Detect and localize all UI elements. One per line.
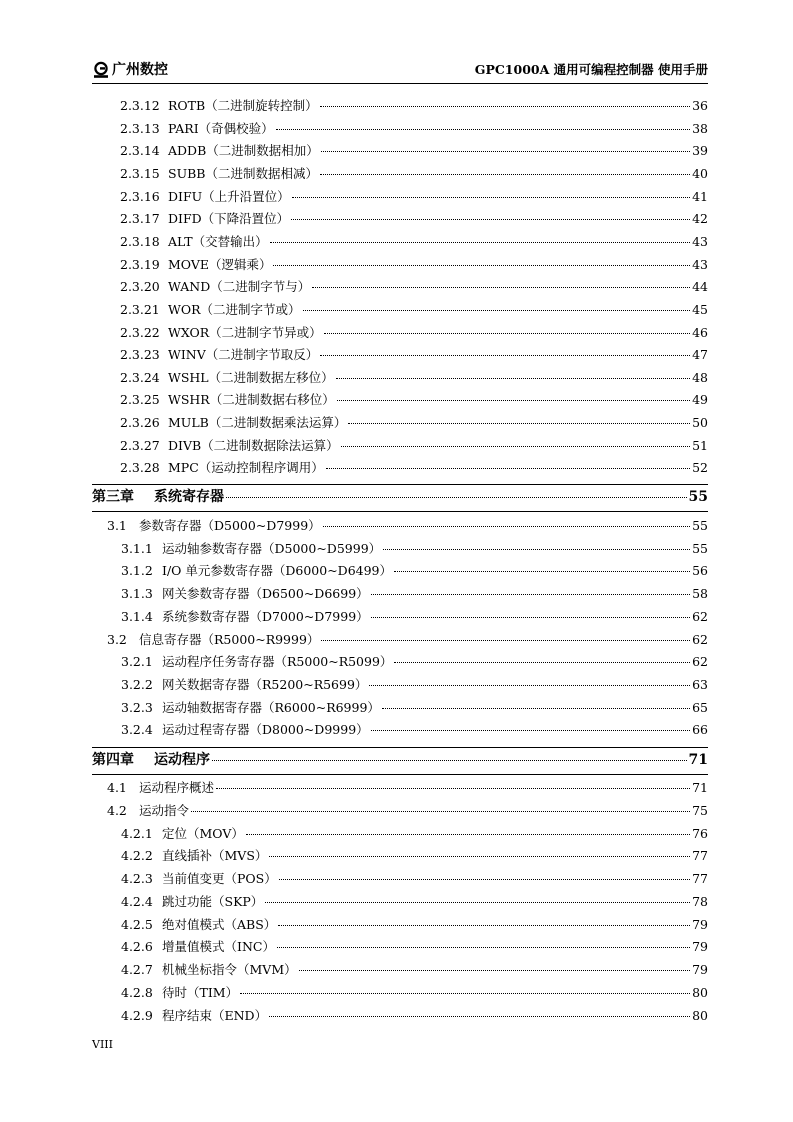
toc-entry-number: 2.3.24 bbox=[120, 369, 160, 385]
toc-entry-number: 2.3.23 bbox=[120, 347, 160, 363]
toc-entry-number: 3.2.2 bbox=[121, 676, 153, 692]
chapter-separator-rule bbox=[92, 484, 708, 485]
toc-dot-leader bbox=[371, 593, 690, 595]
toc-entry-number: 2.3.27 bbox=[120, 437, 160, 453]
toc-dot-leader bbox=[216, 787, 690, 789]
toc-entry-number: 2.3.12 bbox=[120, 98, 160, 113]
document-title: GPC1000A 通用可编程控制器 使用手册 bbox=[474, 62, 708, 77]
toc-entry-title: 系统参数寄存器（D7000~D7999） bbox=[162, 608, 369, 624]
toc-entry[interactable] bbox=[92, 609, 708, 625]
toc-entry-title: MOVE（逻辑乘） bbox=[168, 256, 272, 272]
toc-dot-leader bbox=[371, 616, 690, 618]
toc-entry-page: 40 bbox=[692, 165, 708, 181]
toc-entry[interactable] bbox=[92, 563, 708, 579]
gsk-logo-icon bbox=[92, 61, 110, 79]
page-number: VIII bbox=[92, 1038, 113, 1051]
toc-entry-number: 2.3.22 bbox=[120, 324, 160, 340]
toc-entry-number: 4.2.4 bbox=[121, 893, 153, 909]
toc-dot-leader bbox=[321, 639, 690, 641]
toc-entry-title: WSHL（二进制数据左移位） bbox=[168, 369, 334, 385]
header-rule bbox=[92, 83, 708, 84]
toc-dot-leader bbox=[336, 377, 690, 379]
toc-dot-leader bbox=[321, 150, 690, 152]
toc-entry-page: 76 bbox=[692, 825, 708, 841]
toc-entry[interactable] bbox=[92, 347, 708, 363]
toc-dot-leader bbox=[273, 264, 690, 266]
toc-entry-page: 36 bbox=[692, 98, 708, 113]
toc-entry-page: 50 bbox=[692, 415, 708, 431]
toc-entry-page: 56 bbox=[692, 563, 708, 579]
toc-entry-title: 定位（MOV） bbox=[162, 825, 244, 841]
toc-entry-number: 2.3.16 bbox=[120, 188, 160, 204]
toc-entry-page: 49 bbox=[692, 392, 708, 408]
toc-entry-title: 增量值模式（INC） bbox=[162, 939, 275, 955]
toc-dot-leader bbox=[320, 105, 690, 107]
toc-dot-leader bbox=[394, 570, 690, 572]
toc-entry[interactable] bbox=[92, 166, 708, 182]
toc-entry-page: 39 bbox=[692, 143, 708, 159]
toc-dot-leader bbox=[269, 1015, 690, 1017]
toc-entry-page: 48 bbox=[692, 369, 708, 385]
toc-entry-page: 43 bbox=[692, 233, 708, 249]
toc-entry-page: 79 bbox=[692, 916, 708, 932]
toc-entry-page: 44 bbox=[692, 279, 708, 295]
toc-entry[interactable] bbox=[92, 962, 708, 978]
toc-dot-leader bbox=[299, 969, 690, 971]
toc-entry[interactable] bbox=[92, 917, 708, 933]
toc-dot-leader bbox=[265, 901, 690, 903]
toc-entry-title: I/O 单元参数寄存器（D6000~D6499） bbox=[162, 563, 393, 579]
toc-entry-page: 55 bbox=[692, 518, 708, 533]
toc-entry-title: 跳过功能（SKP） bbox=[162, 893, 264, 909]
toc-entry-page: 47 bbox=[692, 347, 708, 363]
toc-entry-page: 46 bbox=[692, 324, 708, 340]
toc-entry-page: 65 bbox=[692, 699, 708, 715]
toc-entry[interactable] bbox=[92, 438, 708, 454]
toc-entry[interactable] bbox=[92, 871, 708, 887]
toc-entry-number: 4.2.5 bbox=[121, 916, 153, 932]
toc-dot-leader bbox=[394, 661, 690, 663]
company-logo bbox=[92, 60, 168, 80]
toc-entry-number: 4.2 bbox=[107, 802, 127, 818]
toc-entry-page: 62 bbox=[692, 608, 708, 624]
toc-entry[interactable] bbox=[92, 257, 708, 273]
toc-dot-leader bbox=[303, 309, 691, 311]
toc-entry-title: 运动轴数据寄存器（R6000~R6999） bbox=[162, 699, 380, 715]
toc-entry[interactable] bbox=[92, 325, 708, 341]
toc-entry-page: 63 bbox=[692, 676, 708, 692]
toc-entry-title: WAND（二进制字节与） bbox=[168, 279, 311, 295]
toc-entry-title: 网关参数寄存器（D6500~D6699） bbox=[162, 586, 369, 602]
toc-entry[interactable] bbox=[92, 279, 708, 295]
toc-chapter-entry[interactable] bbox=[92, 751, 708, 769]
toc-dot-leader bbox=[276, 128, 690, 130]
toc-dot-leader bbox=[278, 924, 690, 926]
toc-dot-leader bbox=[320, 173, 690, 175]
toc-entry-title: 运动程序概述 bbox=[139, 780, 215, 795]
toc-entry-number: 2.3.13 bbox=[120, 120, 160, 136]
toc-entry-title: PARI（奇偶校验） bbox=[168, 120, 274, 136]
toc-entry-title: ALT（交替输出） bbox=[168, 233, 268, 249]
toc-entry-number: 第三章 bbox=[92, 489, 134, 505]
page-header bbox=[92, 58, 708, 82]
toc-dot-leader bbox=[337, 399, 690, 401]
toc-entry[interactable] bbox=[92, 370, 708, 386]
toc-entry-number: 4.2.6 bbox=[121, 939, 153, 955]
toc-entry-number: 2.3.17 bbox=[120, 211, 160, 227]
toc-dot-leader bbox=[292, 196, 690, 198]
toc-dot-leader bbox=[341, 445, 690, 447]
toc-entry-number: 2.3.25 bbox=[120, 392, 160, 408]
toc-entry-title: MULB（二进制数据乘法运算） bbox=[168, 415, 347, 431]
toc-entry[interactable] bbox=[92, 722, 708, 738]
toc-dot-leader bbox=[291, 218, 690, 220]
toc-entry-page: 52 bbox=[692, 460, 708, 476]
toc-entry-title: 直线插补（MVS） bbox=[162, 848, 268, 864]
toc-entry[interactable] bbox=[92, 189, 708, 205]
toc-entry-title: 当前值变更（POS） bbox=[162, 871, 277, 886]
toc-entry-title: DIFD（下降沿置位） bbox=[168, 211, 290, 227]
toc-entry-page: 80 bbox=[692, 984, 708, 1000]
toc-entry-number: 3.1 bbox=[107, 518, 127, 533]
toc-entry[interactable] bbox=[92, 234, 708, 250]
toc-entry-number: 3.2.4 bbox=[121, 722, 153, 738]
toc-entry-title: 机械坐标指令（MVM） bbox=[162, 962, 297, 977]
toc-entry[interactable] bbox=[92, 848, 708, 864]
toc-dot-leader bbox=[320, 354, 690, 356]
toc-dot-leader bbox=[226, 496, 687, 498]
toc-dot-leader bbox=[191, 810, 690, 812]
toc-entry[interactable] bbox=[92, 826, 708, 842]
toc-entry-page: 43 bbox=[692, 256, 708, 272]
toc-entry[interactable] bbox=[92, 939, 708, 955]
toc-entry-number: 2.3.18 bbox=[120, 233, 160, 249]
toc-entry[interactable] bbox=[92, 211, 708, 227]
toc-entry-title: 运动程序任务寄存器（R5000~R5099） bbox=[162, 654, 393, 670]
toc-dot-leader bbox=[240, 992, 690, 994]
toc-entry-title: ADDB（二进制数据相加） bbox=[168, 143, 319, 159]
toc-entry[interactable] bbox=[92, 121, 708, 137]
toc-entry-title: 运动过程寄存器（D8000~D9999） bbox=[162, 722, 369, 738]
toc-entry-page: 79 bbox=[692, 962, 708, 977]
toc-entry-number: 3.2.3 bbox=[121, 699, 153, 715]
toc-entry-title: 系统寄存器 bbox=[154, 489, 224, 505]
toc-entry-number: 2.3.14 bbox=[120, 143, 160, 159]
toc-entry-number: 4.2.2 bbox=[121, 848, 153, 864]
toc-entry-title: 信息寄存器（R5000~R9999） bbox=[139, 631, 320, 647]
toc-dot-leader bbox=[348, 422, 690, 424]
toc-entry-number: 4.2.9 bbox=[121, 1007, 153, 1023]
toc-entry-number: 2.3.21 bbox=[120, 301, 160, 317]
toc-entry-page: 51 bbox=[692, 437, 708, 453]
toc-entry-page: 55 bbox=[688, 489, 708, 505]
toc-entry[interactable] bbox=[92, 98, 708, 114]
toc-entry-title: DIVB（二进制数据除法运算） bbox=[168, 437, 339, 453]
toc-entry-number: 2.3.15 bbox=[120, 165, 160, 181]
toc-entry-title: 待时（TIM） bbox=[162, 984, 239, 1000]
toc-entry-title: 运动指令 bbox=[139, 802, 190, 818]
toc-entry[interactable] bbox=[92, 677, 708, 693]
toc-entry-title: MPC（运动控制程序调用） bbox=[168, 460, 324, 476]
toc-entry-page: 71 bbox=[692, 780, 708, 795]
toc-entry[interactable] bbox=[92, 143, 708, 159]
toc-entry-page: 78 bbox=[692, 893, 708, 909]
toc-dot-leader bbox=[383, 548, 690, 550]
toc-entry[interactable] bbox=[92, 1008, 708, 1024]
toc-entry-page: 41 bbox=[692, 188, 708, 204]
toc-entry-page: 66 bbox=[692, 722, 708, 738]
toc-dot-leader bbox=[277, 946, 690, 948]
toc-dot-leader bbox=[369, 684, 690, 686]
toc-entry[interactable] bbox=[92, 780, 708, 796]
toc-entry-number: 2.3.20 bbox=[120, 279, 160, 295]
chapter-separator-rule bbox=[92, 511, 708, 512]
toc-entry[interactable] bbox=[92, 541, 708, 557]
toc-entry[interactable] bbox=[92, 700, 708, 716]
toc-entry[interactable] bbox=[92, 654, 708, 670]
toc-entry-page: 77 bbox=[692, 871, 708, 886]
toc-entry-number: 3.1.4 bbox=[121, 608, 153, 624]
chapter-separator-rule bbox=[92, 747, 708, 748]
toc-dot-leader bbox=[269, 855, 690, 857]
toc-dot-leader bbox=[312, 286, 690, 288]
chapter-separator-rule bbox=[92, 774, 708, 775]
toc-entry-page: 80 bbox=[692, 1007, 708, 1023]
toc-chapter-entry[interactable] bbox=[92, 488, 708, 506]
toc-entry[interactable] bbox=[92, 586, 708, 602]
toc-entry[interactable] bbox=[92, 302, 708, 318]
toc-entry-page: 75 bbox=[692, 802, 708, 818]
toc-entry-page: 55 bbox=[692, 540, 708, 556]
toc-entry-number: 4.2.3 bbox=[121, 871, 153, 886]
toc-entry[interactable] bbox=[92, 415, 708, 431]
toc-dot-leader bbox=[371, 729, 690, 731]
toc-entry-number: 4.2.1 bbox=[121, 825, 153, 841]
toc-entry-number: 3.1.1 bbox=[121, 540, 153, 556]
toc-entry-title: WSHR（二进制数据右移位） bbox=[168, 392, 335, 408]
toc-entry[interactable] bbox=[92, 632, 708, 648]
toc-entry-title: 绝对值模式（ABS） bbox=[162, 916, 277, 932]
toc-entry-page: 42 bbox=[692, 211, 708, 227]
toc-entry-title: 程序结束（END） bbox=[162, 1007, 268, 1023]
toc-entry-page: 71 bbox=[688, 752, 708, 768]
toc-entry-page: 62 bbox=[692, 654, 708, 670]
toc-entry[interactable] bbox=[92, 460, 708, 476]
toc-entry-page: 58 bbox=[692, 586, 708, 602]
toc-entry[interactable] bbox=[92, 518, 708, 534]
toc-entry-title: SUBB（二进制数据相减） bbox=[168, 165, 318, 181]
toc-entry-number: 4.1 bbox=[107, 780, 127, 795]
logo-text: 广州数控 bbox=[112, 62, 168, 78]
toc-entry[interactable] bbox=[92, 392, 708, 408]
toc-entry-page: 62 bbox=[692, 631, 708, 647]
toc-entry-number: 第四章 bbox=[92, 752, 134, 768]
toc-entry-number: 3.2 bbox=[107, 631, 127, 647]
toc-entry[interactable] bbox=[92, 803, 708, 819]
toc-dot-leader bbox=[212, 759, 687, 761]
toc-entry-number: 4.2.7 bbox=[121, 962, 153, 977]
toc-entry-number: 2.3.28 bbox=[120, 460, 160, 476]
toc-dot-leader bbox=[382, 707, 690, 709]
toc-entry-number: 2.3.19 bbox=[120, 256, 160, 272]
toc-dot-leader bbox=[323, 525, 690, 527]
toc-entry-page: 77 bbox=[692, 848, 708, 864]
toc-entry-number: 3.1.3 bbox=[121, 586, 153, 602]
toc-dot-leader bbox=[279, 878, 690, 880]
toc-dot-leader bbox=[324, 332, 690, 334]
toc-entry-page: 45 bbox=[692, 301, 708, 317]
toc-dot-leader bbox=[246, 833, 690, 835]
toc-entry-title: DIFU（上升沿置位） bbox=[168, 188, 290, 204]
toc-entry-page: 79 bbox=[692, 939, 708, 955]
toc-entry-number: 2.3.26 bbox=[120, 415, 160, 431]
toc-entry-title: 参数寄存器（D5000~D7999） bbox=[139, 518, 321, 533]
toc-entry-title: WXOR（二进制字节异或） bbox=[168, 324, 322, 340]
toc-entry-title: WINV（二进制字节取反） bbox=[168, 347, 319, 363]
toc-entry-title: 运动轴参数寄存器（D5000~D5999） bbox=[162, 540, 382, 556]
toc-entry-number: 3.2.1 bbox=[121, 654, 153, 670]
toc-entry-number: 3.1.2 bbox=[121, 563, 153, 579]
toc-dot-leader bbox=[326, 467, 690, 469]
toc-dot-leader bbox=[270, 241, 690, 243]
toc-entry-title: ROTB（二进制旋转控制） bbox=[168, 98, 318, 113]
toc-entry[interactable] bbox=[92, 894, 708, 910]
toc-entry-number: 4.2.8 bbox=[121, 984, 153, 1000]
toc-entry-page: 38 bbox=[692, 120, 708, 136]
toc-entry-title: WOR（二进制字节或） bbox=[168, 301, 301, 317]
toc-entry-title: 网关数据寄存器（R5200~R5699） bbox=[162, 676, 368, 692]
toc-entry[interactable] bbox=[92, 985, 708, 1001]
toc-entry-title: 运动程序 bbox=[154, 752, 210, 768]
